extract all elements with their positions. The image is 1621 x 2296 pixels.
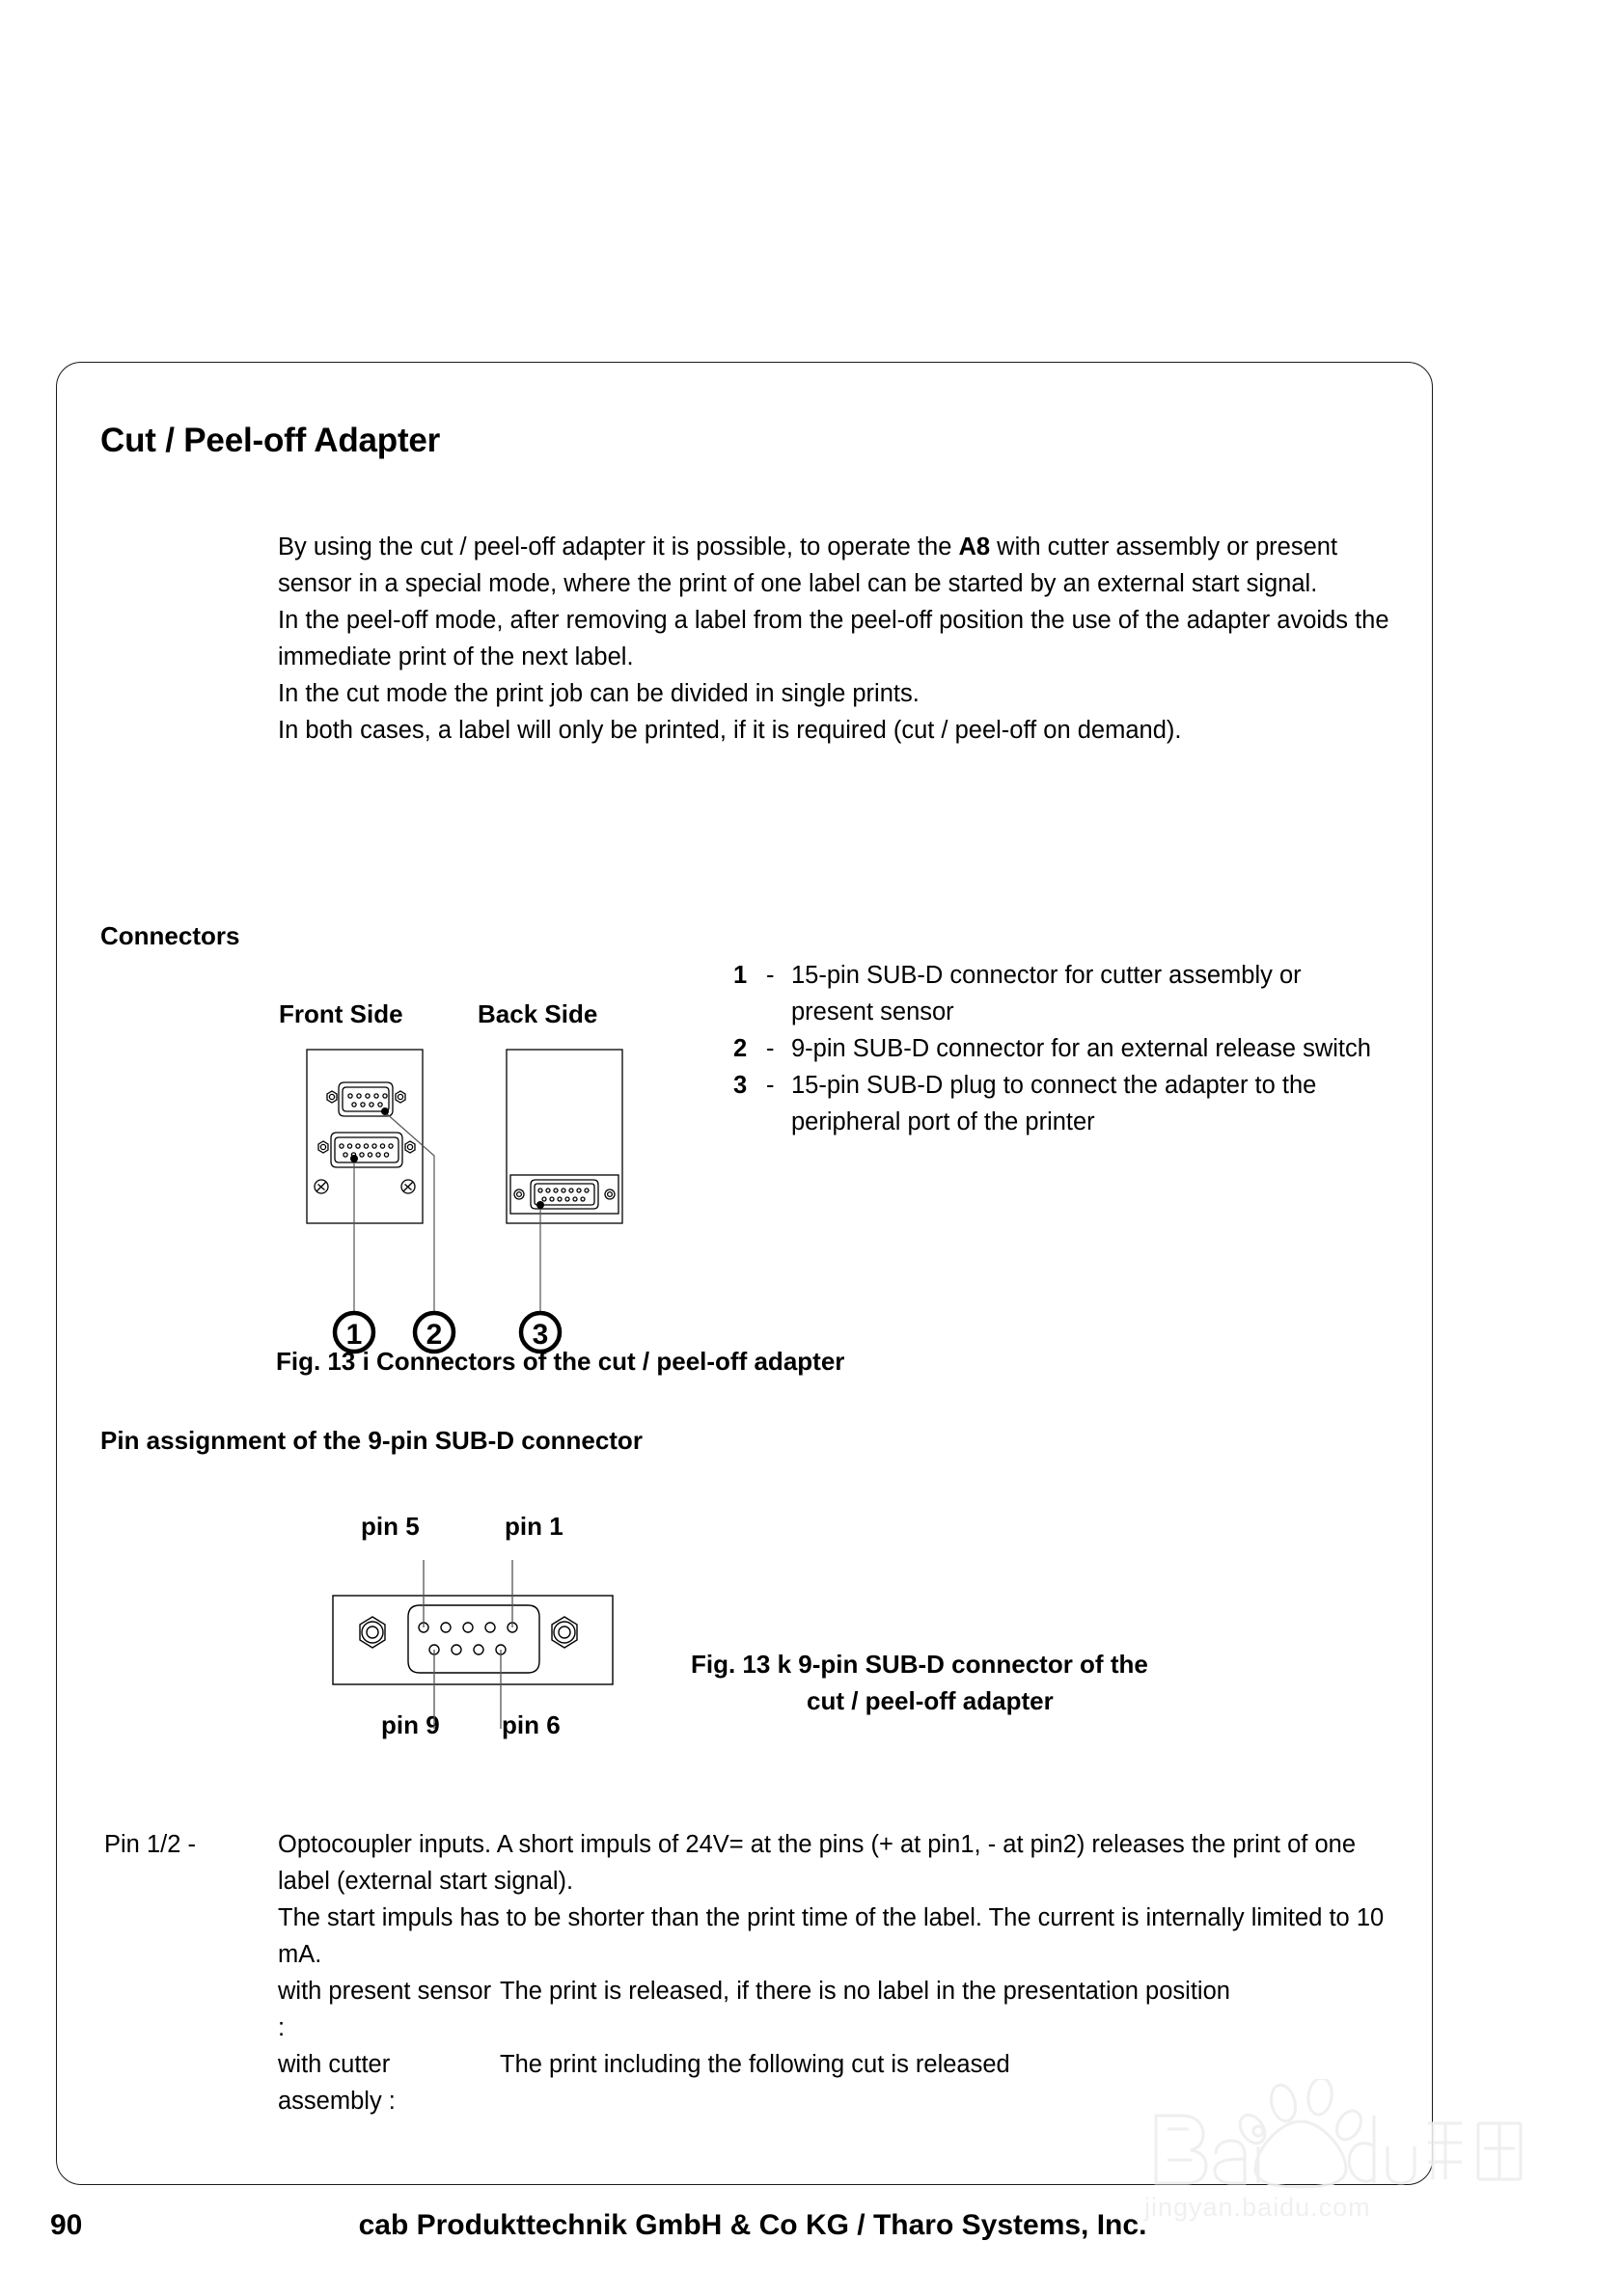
intro-text-line3: In the cut mode the print job can be divided in single prints. xyxy=(278,680,920,707)
present-sensor-value: The print is released, if there is no label in the presentation position xyxy=(500,1978,1230,2005)
connector-item-description: 15-pin SUB-D plug to connect the adapter to the peripheral port of the printer xyxy=(791,1072,1317,1135)
intro-text-part2: with cutter assembly or present sensor in a special mode, where the print of one label can be started by an external start signal. xyxy=(278,533,1338,597)
pin-description-main xyxy=(104,1826,1397,1900)
figure-13i-caption: Fig. 13 i Connectors of the cut / peel-off adapter xyxy=(276,1347,845,1376)
footer-page-number: 90 xyxy=(50,2209,83,2241)
intro-text-line2: In the peel-off mode, after removing a label from the peel-off position the use of the adapter avoids the immediate print of the next label. xyxy=(278,607,1389,670)
figure-13k-caption-line1: Fig. 13 k 9-pin SUB-D connector of the xyxy=(691,1650,1148,1679)
pin-description-body1: Optocoupler inputs. A short impuls of 24V= at the pins (+ at pin1, - at pin2) releases the print of one label (external start signal). xyxy=(278,1831,1356,1895)
pin-5-label: pin 5 xyxy=(361,1512,420,1541)
connector-item-dash: - xyxy=(766,1072,775,1099)
list-item xyxy=(733,1067,1389,1140)
intro-bold-term: A8 xyxy=(958,533,991,560)
pin-description-block xyxy=(104,1826,1397,2119)
callout-circle-1: 1 xyxy=(345,1319,363,1351)
connector-item-number: 1 xyxy=(733,962,748,989)
pin-9-label: pin 9 xyxy=(381,1710,440,1739)
present-sensor-key: with present sensor : xyxy=(278,1978,492,2041)
list-item xyxy=(733,957,1389,1030)
figure-13k-caption-line2: cut / peel-off adapter xyxy=(807,1686,1054,1715)
front-side-label: Front Side xyxy=(279,999,403,1028)
page-title: Cut / Peel-off Adapter xyxy=(100,422,441,459)
pin-description-sub2-wrap xyxy=(104,2046,1397,2119)
connector-item-dash: - xyxy=(766,1035,775,1062)
pin-1-label: pin 1 xyxy=(505,1512,563,1541)
intro-text-part1: By using the cut / peel-off adapter it is possible, to operate the xyxy=(278,533,959,560)
pin-assignment-heading: Pin assignment of the 9-pin SUB-D connector xyxy=(100,1426,643,1455)
pin-description-body2-wrap xyxy=(104,1900,1397,1973)
connectors-heading: Connectors xyxy=(100,921,240,950)
intro-text-line4: In both cases, a label will only be printed, if it is required (cut / peel-off on demand). xyxy=(278,717,1182,744)
intro-paragraph xyxy=(278,529,1397,749)
pin-description-sub2 xyxy=(278,2046,1397,2119)
list-item xyxy=(733,1030,1389,1067)
pin-description-body2: The start impuls has to be shorter than the print time of the label. The current is internally limited to 10 mA. xyxy=(278,1904,1385,1968)
cutter-assembly-key: with cutter assembly : xyxy=(278,2051,396,2115)
pin-6-label: pin 6 xyxy=(502,1710,561,1739)
footer-company-name: cab Produkttechnik GmbH & Co KG / Tharo Systems, Inc. xyxy=(358,2209,1147,2241)
connector-item-dash: - xyxy=(766,962,775,989)
connector-item-number: 3 xyxy=(733,1072,748,1099)
connector-item-description: 15-pin SUB-D connector for cutter assembly or present sensor xyxy=(791,962,1302,1025)
pin-description-sub1-wrap xyxy=(104,1973,1397,2046)
watermark-url-text: jingyan.baidu.com xyxy=(1144,2193,1371,2222)
back-side-label: Back Side xyxy=(478,999,598,1028)
pin-description-sub1 xyxy=(278,1973,1397,2046)
pin-description-tag: Pin 1/2 - xyxy=(104,1831,196,1858)
connector-item-description: 9-pin SUB-D connector for an external release switch xyxy=(791,1035,1371,1062)
connector-item-number: 2 xyxy=(733,1035,748,1062)
cutter-assembly-value: The print including the following cut is released xyxy=(500,2051,1010,2078)
figure-adapter-connectors xyxy=(251,1040,656,1363)
callout-circle-3: 3 xyxy=(532,1319,549,1351)
figure-9pin-subd-connector xyxy=(328,1557,675,1764)
figure-13k-caption xyxy=(691,1646,1289,1719)
callout-circle-2: 2 xyxy=(426,1319,443,1351)
connector-legend-list xyxy=(733,957,1389,1140)
